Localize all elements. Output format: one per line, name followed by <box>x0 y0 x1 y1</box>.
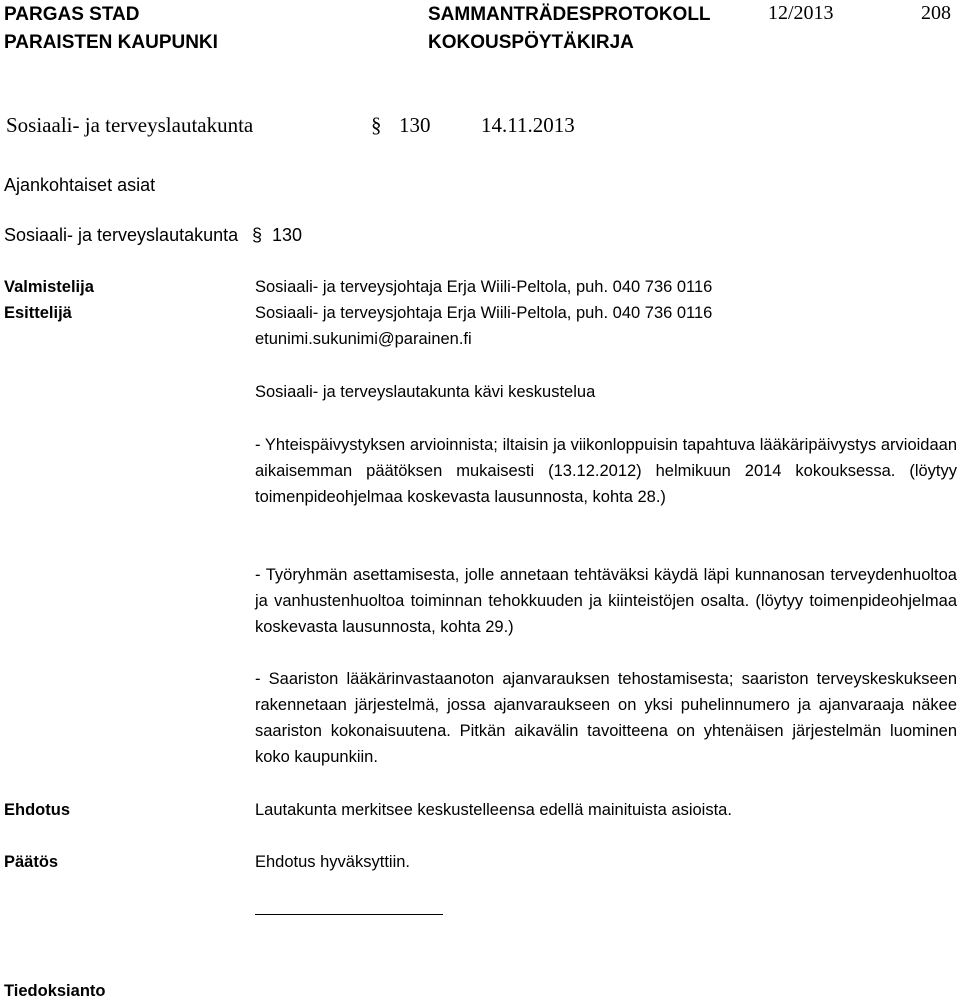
section-sign-icon: § <box>252 225 263 245</box>
preparer-value: Sosiaali- ja terveysjohtaja Erja Wiili-Peltola, puh. 040 736 0116 <box>255 278 713 296</box>
proposal-text: Lautakunta merkitsee keskustelleensa edellä mainituista asioista. <box>255 801 732 819</box>
presenter-value: Sosiaali- ja terveysjohtaja Erja Wiili-Peltola, puh. 040 736 0116 <box>255 304 713 322</box>
discussion-point-3 <box>255 666 957 770</box>
item-reference-board: Sosiaali- ja terveyslautakunta <box>4 225 239 245</box>
discussion-point-3-text: - Saariston lääkärinvastaanoton ajanvarauksen tehostamisesta; saariston terveyskeskukseen rakennetaan järjestelmä, jossa ajanvaraukseen on yksi puhelinnumero ja ajanvaraaja näkee saariston kokonaisuutena. Pitkän aikavälin tavoitteena on yhtenäisen järjestelmän luominen koko kaupunkiin. <box>255 670 957 766</box>
decision-text: Ehdotus hyväksyttiin. <box>255 853 410 871</box>
discussion-point-2-text: - Työryhmän asettamisesta, jolle annetaan tehtäväksi käydä läpi kunnanosan terveydenhuoltoa ja vanhustenhuoltoa toiminnan tehokkuuden ja kiinteistöjen osalta. (löytyy toimenpideohjelmaa koskevasta lausunnosta, kohta 29.) <box>255 566 957 636</box>
discussion-point-1-text: - Yhteispäivystyksen arvioinnista; iltaisin ja viikonloppuisin tapahtuva lääkäripäivystys arvioidaan aikaisemman päätöksen mukaisesti (13.12.2012) helmikuun 2014 kokouksessa. (löytyy toimenpideohjelmaa koskevasta lausunnosta, kohta 28.) <box>255 436 957 506</box>
preparer-label: Valmistelija <box>4 278 94 296</box>
org-name-finnish: PARAISTEN KAUPUNKI <box>4 32 218 53</box>
org-name-swedish: PARGAS STAD <box>4 4 140 25</box>
distribution-label: Tiedoksianto <box>4 982 106 1000</box>
end-of-section-rule <box>255 914 443 915</box>
discussion-point-2 <box>255 562 957 640</box>
section-sign-icon: § <box>371 113 382 137</box>
presenter-email: etunimi.sukunimi@parainen.fi <box>255 330 472 348</box>
meeting-board: Sosiaali- ja terveyslautakunta <box>6 113 254 137</box>
decision-label: Päätös <box>4 853 59 871</box>
doc-title-swedish: SAMMANTRÄDESPROTOKOLL <box>428 4 711 25</box>
meeting-date: 14.11.2013 <box>481 113 575 137</box>
meeting-section-number: 130 <box>399 113 431 137</box>
issue-number: 12/2013 <box>768 2 834 24</box>
proposal-label: Ehdotus <box>4 801 70 819</box>
item-reference-number: 130 <box>272 225 303 245</box>
doc-title-finnish: KOKOUSPÖYTÄKIRJA <box>428 32 634 53</box>
presenter-label: Esittelijä <box>4 304 72 322</box>
item-title: Ajankohtaiset asiat <box>4 175 156 195</box>
discussion-intro: Sosiaali- ja terveyslautakunta kävi keskustelua <box>255 383 596 401</box>
page-number: 208 <box>921 2 951 24</box>
discussion-point-1 <box>255 432 957 510</box>
